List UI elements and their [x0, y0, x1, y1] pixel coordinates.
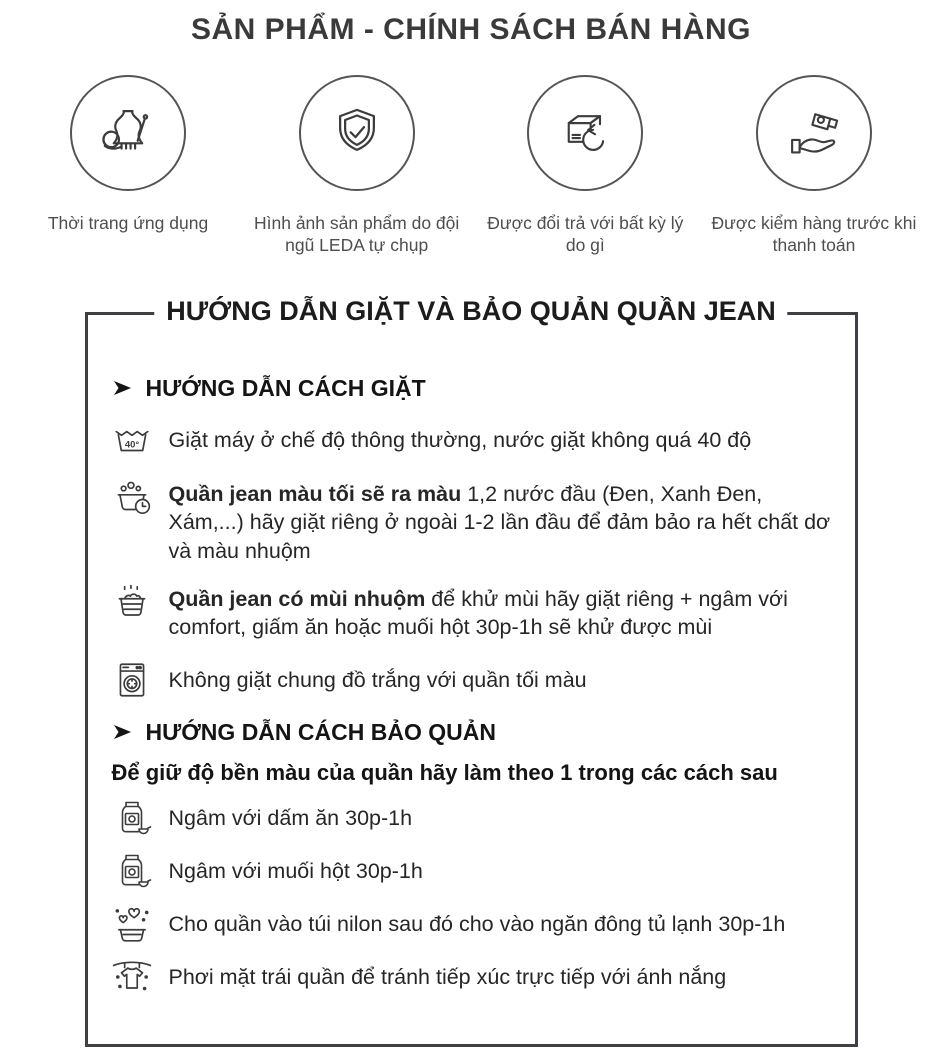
care-box-title: HƯỚNG DẪN GIẶT VÀ BẢO QUẢN QUẦN JEAN [154, 296, 787, 327]
policy-caption: Thời trang ứng dụng [47, 213, 209, 233]
care-item-text: Quần jean màu tối sẽ ra màu 1,2 nước đầu (Đen, Xanh Đen, Xám,...) hãy giặt riêng ở ngoài 1-2 lần đầu để đảm bảo ra hết chất dơ và màu nhuộm [168, 481, 831, 563]
policy-caption: Được kiểm hàng trước khi thanh toán [711, 213, 917, 256]
care-item-dark-colors [110, 480, 833, 566]
care-item-text: Ngâm với dấm ăn 30p-1h [168, 806, 413, 831]
policy-item-inspection [707, 75, 921, 257]
care-item-salt [110, 852, 833, 892]
storage-section-heading-label: HƯỚNG DẪN CÁCH BẢO QUẢN [145, 718, 496, 745]
policy-item-photos [250, 75, 464, 257]
care-instructions-box [85, 295, 858, 1047]
care-item-text: Cho quần vào túi nilon sau đó cho vào ngăn đông tủ lạnh 30p-1h [168, 912, 786, 937]
mannequin-measuring-tape-icon [97, 102, 159, 164]
svg-text:40°: 40° [124, 439, 139, 451]
wash-section-heading [112, 375, 833, 402]
storage-intro: Để giữ độ bền màu của quần hãy làm theo 1 trong các cách sau [111, 759, 778, 785]
policy-circle [527, 75, 643, 191]
care-item-vinegar [110, 799, 833, 839]
policy-row [21, 75, 921, 257]
care-item-dye-smell [110, 585, 833, 642]
care-item-text: Không giặt chung đồ trắng với quần tối màu [168, 668, 587, 693]
vinegar-jar-icon [110, 797, 154, 839]
washing-machine-icon [110, 659, 154, 701]
policy-item-returns [478, 75, 692, 257]
page-title: SẢN PHẨM - CHÍNH SÁCH BÁN HÀNG [191, 13, 751, 46]
policy-circle [756, 75, 872, 191]
hand-money-icon [784, 103, 844, 163]
storage-section-heading [112, 719, 833, 746]
policy-caption: Được đổi trả với bất kỳ lý do gì [487, 213, 684, 256]
wash-40-degree-icon [110, 419, 154, 461]
arrow-right-icon [112, 379, 134, 397]
policy-item-fashion [21, 75, 235, 257]
freezer-bag-basket-icon [110, 903, 154, 945]
care-item-no-whites [110, 661, 833, 701]
care-item-freezer [110, 905, 833, 945]
wash-section-heading-label: HƯỚNG DẪN CÁCH GIẶT [145, 374, 426, 401]
shield-check-icon [327, 103, 387, 163]
storage-section [110, 719, 833, 998]
care-item-text: Quần jean có mùi nhuộm để khử mùi hãy giặt riêng + ngâm với comfort, giấm ăn hoặc muối hột 30p-1h sẽ khử được mùi [168, 586, 788, 640]
arrow-right-icon [112, 723, 134, 741]
shirt-clothesline-icon [110, 956, 154, 998]
laundry-basket-steam-icon [110, 583, 154, 625]
salt-jar-icon [110, 850, 154, 892]
care-item-text: Giặt máy ở chế độ thông thường, nước giặt không quá 40 độ [168, 428, 752, 453]
policy-circle [70, 75, 186, 191]
care-item-text: Ngâm với muối hột 30p-1h [168, 859, 423, 884]
policy-circle [299, 75, 415, 191]
policy-caption: Hình ảnh sản phẩm do đội ngũ LEDA tự chụp [254, 213, 460, 256]
care-item-dry-inside-out [110, 958, 833, 998]
soak-tub-clock-icon [110, 478, 154, 520]
return-box-icon [555, 103, 615, 163]
care-item-wash-temp [110, 421, 833, 461]
care-item-text: Phơi mặt trái quần để tránh tiếp xúc trực tiếp với ánh nắng [168, 965, 727, 990]
